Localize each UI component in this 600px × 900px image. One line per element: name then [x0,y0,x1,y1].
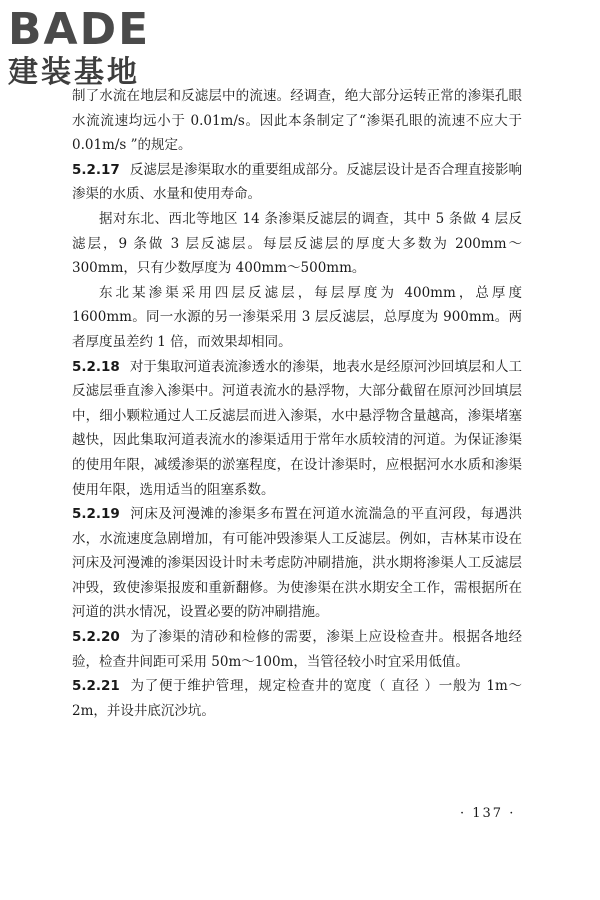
document-body [72,84,522,723]
page-number: · 137 · [460,806,516,821]
logo-text: BADE [8,4,151,55]
paragraph-text: 为了便于维护管理，规定检查井的宽度（ 直径 ）一般为 1m～2m，并设井底沉沙坑。 [72,678,522,719]
clause-number: 5.2.17 [72,161,120,178]
paragraph [72,281,522,355]
clause-5-2-19 [72,502,522,625]
logo-subtitle: 建装基地 [8,55,140,90]
paragraph [72,84,522,158]
clause-number: 5.2.18 [72,358,120,375]
clause-5-2-18 [72,355,522,503]
clause-number: 5.2.19 [72,506,120,523]
paragraph-text: 为了渗渠的清砂和检修的需要，渗渠上应设检查井。根据各地经验，检查井间距可采用 50m～100m，当管径较小时宜采用低值。 [72,629,522,670]
paragraph-text: 东北某渗渠采用四层反滤层，每层厚度为 400mm，总厚度 1600mm。同一水源的另一渗渠采用 3 层反滤层，总厚度为 900mm。两者厚度虽差约 1 倍，而效果却相同。 [72,284,522,350]
clause-5-2-21 [72,674,522,723]
clause-number: 5.2.20 [72,629,120,646]
paragraph-text: 据对东北、西北等地区 14 条渗渠反滤层的调查，其中 5 条做 4 层反滤层，9 条做 3 层反滤层。每层反滤层的厚度大多数为 200mm～300mm，只有少数厚度为 400mm～500mm。 [72,210,522,277]
clause-number: 5.2.21 [72,678,120,695]
clause-5-2-17 [72,158,522,207]
clause-5-2-20 [72,625,522,674]
paragraph [72,207,522,281]
paragraph-text: 反滤层是渗渠取水的重要组成部分。反滤层设计是否合理直接影响渗渠的水质、水量和使用寿命。 [72,161,522,203]
paragraph-text: 制了水流在地层和反滤层中的流速。经调查，绝大部分运转正常的渗渠孔眼水流流速均远小于 0.01m/s。因此本条制定了“渗渠孔眼的流速不应大于 0.01m/s ”的规定。 [72,88,522,154]
paragraph-text: 对于集取河道表流渗透水的渗渠，地表水是经原河沙回填层和人工反滤层垂直渗入渗渠中。河道表流水的悬浮物，大部分截留在原河沙回填层中，细小颗粒通过人工反滤层而进入渗渠，水中悬浮物含量越高，渗渠堵塞越快，因此集取河道表流水的渗渠适用于常年水质较清的河道。为保证渗渠的使用年限，减缓渗渠的淤塞程度，在设计渗渠时，应根据河水水质和渗渠使用年限，选用适当的阻塞系数。 [72,358,522,498]
paragraph-text: 河床及河漫滩的渗渠多布置在河道水流湍急的平直河段，每遇洪水，水流速度急剧增加，有可能冲毁渗渠人工反滤层。例如，吉林某市设在河床及河漫滩的渗渠因设计时未考虑防冲刷措施，洪水期将渗渠人工反滤层冲毁，致使渗渠报废和重新翻修。为使渗渠在洪水期安全工作，需根据所在河道的洪水情况，设置必要的防冲刷措施。 [72,506,522,621]
